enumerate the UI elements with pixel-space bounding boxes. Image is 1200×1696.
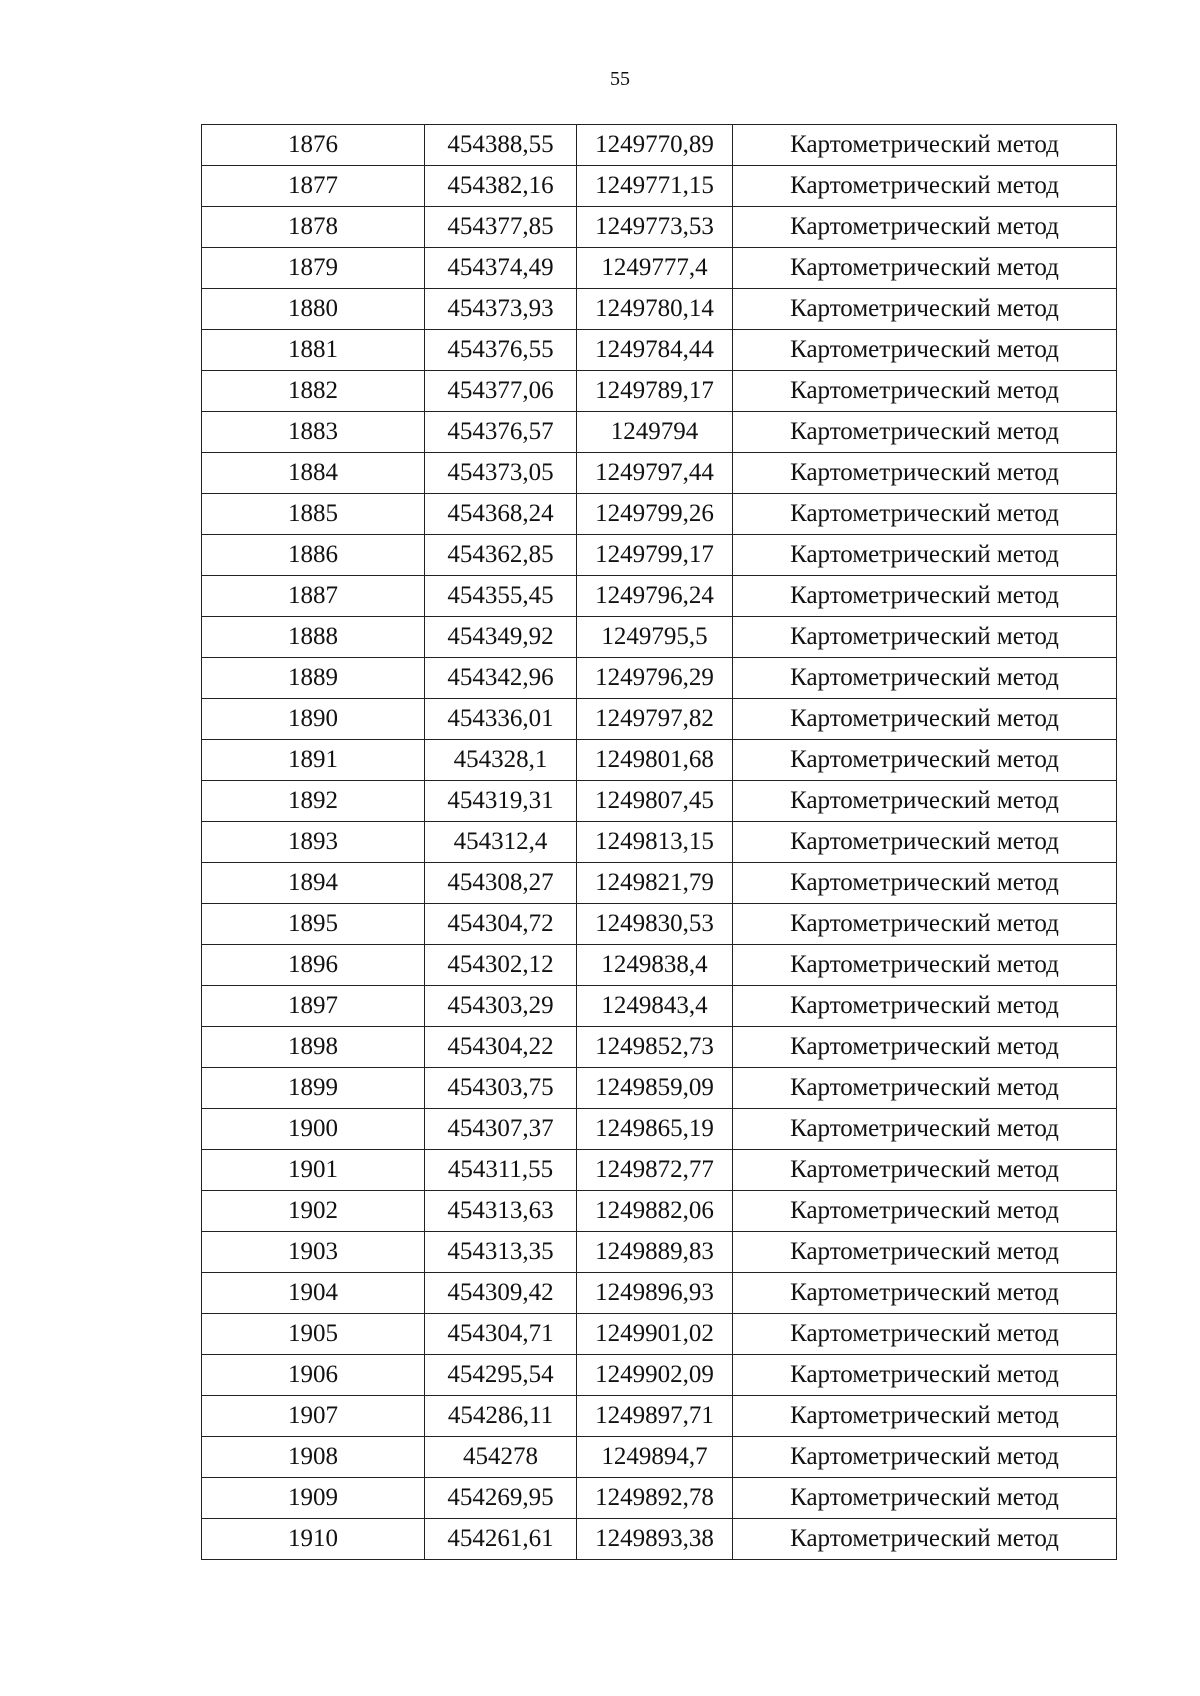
point-number-cell: 1908 — [202, 1437, 425, 1478]
point-number-cell: 1897 — [202, 986, 425, 1027]
point-number-cell: 1899 — [202, 1068, 425, 1109]
method-cell: Картометрический метод — [733, 1478, 1117, 1519]
y-coordinate-cell: 1249795,5 — [577, 617, 733, 658]
point-number-cell: 1902 — [202, 1191, 425, 1232]
method-cell: Картометрический метод — [733, 1273, 1117, 1314]
table-row — [202, 904, 1117, 945]
method-cell: Картометрический метод — [733, 576, 1117, 617]
table-row — [202, 945, 1117, 986]
point-number-cell: 1903 — [202, 1232, 425, 1273]
method-cell: Картометрический метод — [733, 781, 1117, 822]
method-cell: Картометрический метод — [733, 1355, 1117, 1396]
point-number-cell: 1876 — [202, 125, 425, 166]
x-coordinate-cell: 454304,72 — [425, 904, 577, 945]
y-coordinate-cell: 1249796,29 — [577, 658, 733, 699]
y-coordinate-cell: 1249894,7 — [577, 1437, 733, 1478]
y-coordinate-cell: 1249797,44 — [577, 453, 733, 494]
x-coordinate-cell: 454278 — [425, 1437, 577, 1478]
method-cell: Картометрический метод — [733, 166, 1117, 207]
y-coordinate-cell: 1249777,4 — [577, 248, 733, 289]
table-row — [202, 1191, 1117, 1232]
table-row — [202, 289, 1117, 330]
method-cell: Картометрический метод — [733, 1150, 1117, 1191]
table-row — [202, 1478, 1117, 1519]
x-coordinate-cell: 454382,16 — [425, 166, 577, 207]
point-number-cell: 1898 — [202, 1027, 425, 1068]
method-cell: Картометрический метод — [733, 986, 1117, 1027]
table-row — [202, 166, 1117, 207]
point-number-cell: 1888 — [202, 617, 425, 658]
point-number-cell: 1889 — [202, 658, 425, 699]
point-number-cell: 1900 — [202, 1109, 425, 1150]
x-coordinate-cell: 454308,27 — [425, 863, 577, 904]
table-row — [202, 658, 1117, 699]
y-coordinate-cell: 1249799,17 — [577, 535, 733, 576]
method-cell: Картометрический метод — [733, 658, 1117, 699]
x-coordinate-cell: 454312,4 — [425, 822, 577, 863]
x-coordinate-cell: 454313,63 — [425, 1191, 577, 1232]
method-cell: Картометрический метод — [733, 1232, 1117, 1273]
y-coordinate-cell: 1249897,71 — [577, 1396, 733, 1437]
table-row — [202, 1437, 1117, 1478]
method-cell: Картометрический метод — [733, 1068, 1117, 1109]
method-cell: Картометрический метод — [733, 1437, 1117, 1478]
y-coordinate-cell: 1249843,4 — [577, 986, 733, 1027]
method-cell: Картометрический метод — [733, 248, 1117, 289]
method-cell: Картометрический метод — [733, 453, 1117, 494]
x-coordinate-cell: 454319,31 — [425, 781, 577, 822]
x-coordinate-cell: 454309,42 — [425, 1273, 577, 1314]
point-number-cell: 1881 — [202, 330, 425, 371]
table-row — [202, 863, 1117, 904]
point-number-cell: 1887 — [202, 576, 425, 617]
y-coordinate-cell: 1249889,83 — [577, 1232, 733, 1273]
method-cell: Картометрический метод — [733, 904, 1117, 945]
point-number-cell: 1905 — [202, 1314, 425, 1355]
y-coordinate-cell: 1249801,68 — [577, 740, 733, 781]
x-coordinate-cell: 454349,92 — [425, 617, 577, 658]
method-cell: Картометрический метод — [733, 1109, 1117, 1150]
y-coordinate-cell: 1249799,26 — [577, 494, 733, 535]
table-row — [202, 822, 1117, 863]
table-row — [202, 986, 1117, 1027]
method-cell: Картометрический метод — [733, 494, 1117, 535]
x-coordinate-cell: 454376,55 — [425, 330, 577, 371]
table-row — [202, 1068, 1117, 1109]
x-coordinate-cell: 454377,06 — [425, 371, 577, 412]
page-number: 55 — [610, 68, 630, 90]
x-coordinate-cell: 454304,22 — [425, 1027, 577, 1068]
table-row — [202, 740, 1117, 781]
table-row — [202, 576, 1117, 617]
table-row — [202, 1150, 1117, 1191]
table-row — [202, 1396, 1117, 1437]
y-coordinate-cell: 1249784,44 — [577, 330, 733, 371]
method-cell: Картометрический метод — [733, 412, 1117, 453]
table-row — [202, 248, 1117, 289]
method-cell: Картометрический метод — [733, 1519, 1117, 1560]
x-coordinate-cell: 454368,24 — [425, 494, 577, 535]
point-number-cell: 1880 — [202, 289, 425, 330]
point-number-cell: 1891 — [202, 740, 425, 781]
y-coordinate-cell: 1249902,09 — [577, 1355, 733, 1396]
method-cell: Картометрический метод — [733, 1396, 1117, 1437]
point-number-cell: 1883 — [202, 412, 425, 453]
x-coordinate-cell: 454388,55 — [425, 125, 577, 166]
x-coordinate-cell: 454261,61 — [425, 1519, 577, 1560]
table-row — [202, 1232, 1117, 1273]
x-coordinate-cell: 454362,85 — [425, 535, 577, 576]
y-coordinate-cell: 1249838,4 — [577, 945, 733, 986]
x-coordinate-cell: 454313,35 — [425, 1232, 577, 1273]
point-number-cell: 1894 — [202, 863, 425, 904]
method-cell: Картометрический метод — [733, 822, 1117, 863]
method-cell: Картометрический метод — [733, 1191, 1117, 1232]
x-coordinate-cell: 454269,95 — [425, 1478, 577, 1519]
x-coordinate-cell: 454328,1 — [425, 740, 577, 781]
table-body — [202, 125, 1117, 1560]
point-number-cell: 1904 — [202, 1273, 425, 1314]
method-cell: Картометрический метод — [733, 699, 1117, 740]
table-row — [202, 1314, 1117, 1355]
y-coordinate-cell: 1249893,38 — [577, 1519, 733, 1560]
y-coordinate-cell: 1249796,24 — [577, 576, 733, 617]
table-row — [202, 1109, 1117, 1150]
point-number-cell: 1890 — [202, 699, 425, 740]
method-cell: Картометрический метод — [733, 535, 1117, 576]
y-coordinate-cell: 1249797,82 — [577, 699, 733, 740]
y-coordinate-cell: 1249859,09 — [577, 1068, 733, 1109]
y-coordinate-cell: 1249830,53 — [577, 904, 733, 945]
point-number-cell: 1907 — [202, 1396, 425, 1437]
x-coordinate-cell: 454311,55 — [425, 1150, 577, 1191]
y-coordinate-cell: 1249852,73 — [577, 1027, 733, 1068]
point-number-cell: 1884 — [202, 453, 425, 494]
method-cell: Картометрический метод — [733, 371, 1117, 412]
x-coordinate-cell: 454303,29 — [425, 986, 577, 1027]
table-row — [202, 125, 1117, 166]
point-number-cell: 1882 — [202, 371, 425, 412]
x-coordinate-cell: 454286,11 — [425, 1396, 577, 1437]
x-coordinate-cell: 454373,05 — [425, 453, 577, 494]
x-coordinate-cell: 454336,01 — [425, 699, 577, 740]
y-coordinate-cell: 1249901,02 — [577, 1314, 733, 1355]
x-coordinate-cell: 454373,93 — [425, 289, 577, 330]
table-row — [202, 453, 1117, 494]
table-row — [202, 617, 1117, 658]
method-cell: Картометрический метод — [733, 330, 1117, 371]
method-cell: Картометрический метод — [733, 863, 1117, 904]
y-coordinate-cell: 1249821,79 — [577, 863, 733, 904]
method-cell: Картометрический метод — [733, 945, 1117, 986]
table-row — [202, 494, 1117, 535]
table-row — [202, 1355, 1117, 1396]
point-number-cell: 1886 — [202, 535, 425, 576]
point-number-cell: 1879 — [202, 248, 425, 289]
point-number-cell: 1877 — [202, 166, 425, 207]
table-row — [202, 1519, 1117, 1560]
y-coordinate-cell: 1249770,89 — [577, 125, 733, 166]
y-coordinate-cell: 1249773,53 — [577, 207, 733, 248]
x-coordinate-cell: 454304,71 — [425, 1314, 577, 1355]
x-coordinate-cell: 454377,85 — [425, 207, 577, 248]
y-coordinate-cell: 1249813,15 — [577, 822, 733, 863]
point-number-cell: 1896 — [202, 945, 425, 986]
point-number-cell: 1885 — [202, 494, 425, 535]
method-cell: Картометрический метод — [733, 740, 1117, 781]
table-row — [202, 1027, 1117, 1068]
point-number-cell: 1892 — [202, 781, 425, 822]
coordinates-table — [201, 124, 1117, 1560]
x-coordinate-cell: 454355,45 — [425, 576, 577, 617]
x-coordinate-cell: 454374,49 — [425, 248, 577, 289]
y-coordinate-cell: 1249807,45 — [577, 781, 733, 822]
y-coordinate-cell: 1249892,78 — [577, 1478, 733, 1519]
table-row — [202, 371, 1117, 412]
x-coordinate-cell: 454376,57 — [425, 412, 577, 453]
point-number-cell: 1901 — [202, 1150, 425, 1191]
point-number-cell: 1895 — [202, 904, 425, 945]
y-coordinate-cell: 1249780,14 — [577, 289, 733, 330]
point-number-cell: 1909 — [202, 1478, 425, 1519]
y-coordinate-cell: 1249771,15 — [577, 166, 733, 207]
point-number-cell: 1878 — [202, 207, 425, 248]
method-cell: Картометрический метод — [733, 207, 1117, 248]
table-row — [202, 535, 1117, 576]
table-row — [202, 1273, 1117, 1314]
table-row — [202, 412, 1117, 453]
y-coordinate-cell: 1249872,77 — [577, 1150, 733, 1191]
method-cell: Картометрический метод — [733, 125, 1117, 166]
table-row — [202, 781, 1117, 822]
point-number-cell: 1893 — [202, 822, 425, 863]
x-coordinate-cell: 454295,54 — [425, 1355, 577, 1396]
method-cell: Картометрический метод — [733, 289, 1117, 330]
method-cell: Картометрический метод — [733, 1314, 1117, 1355]
method-cell: Картометрический метод — [733, 1027, 1117, 1068]
x-coordinate-cell: 454302,12 — [425, 945, 577, 986]
point-number-cell: 1906 — [202, 1355, 425, 1396]
method-cell: Картометрический метод — [733, 617, 1117, 658]
y-coordinate-cell: 1249794 — [577, 412, 733, 453]
y-coordinate-cell: 1249882,06 — [577, 1191, 733, 1232]
table-row — [202, 699, 1117, 740]
y-coordinate-cell: 1249865,19 — [577, 1109, 733, 1150]
table-row — [202, 330, 1117, 371]
y-coordinate-cell: 1249896,93 — [577, 1273, 733, 1314]
table-row — [202, 207, 1117, 248]
x-coordinate-cell: 454342,96 — [425, 658, 577, 699]
point-number-cell: 1910 — [202, 1519, 425, 1560]
y-coordinate-cell: 1249789,17 — [577, 371, 733, 412]
x-coordinate-cell: 454303,75 — [425, 1068, 577, 1109]
x-coordinate-cell: 454307,37 — [425, 1109, 577, 1150]
